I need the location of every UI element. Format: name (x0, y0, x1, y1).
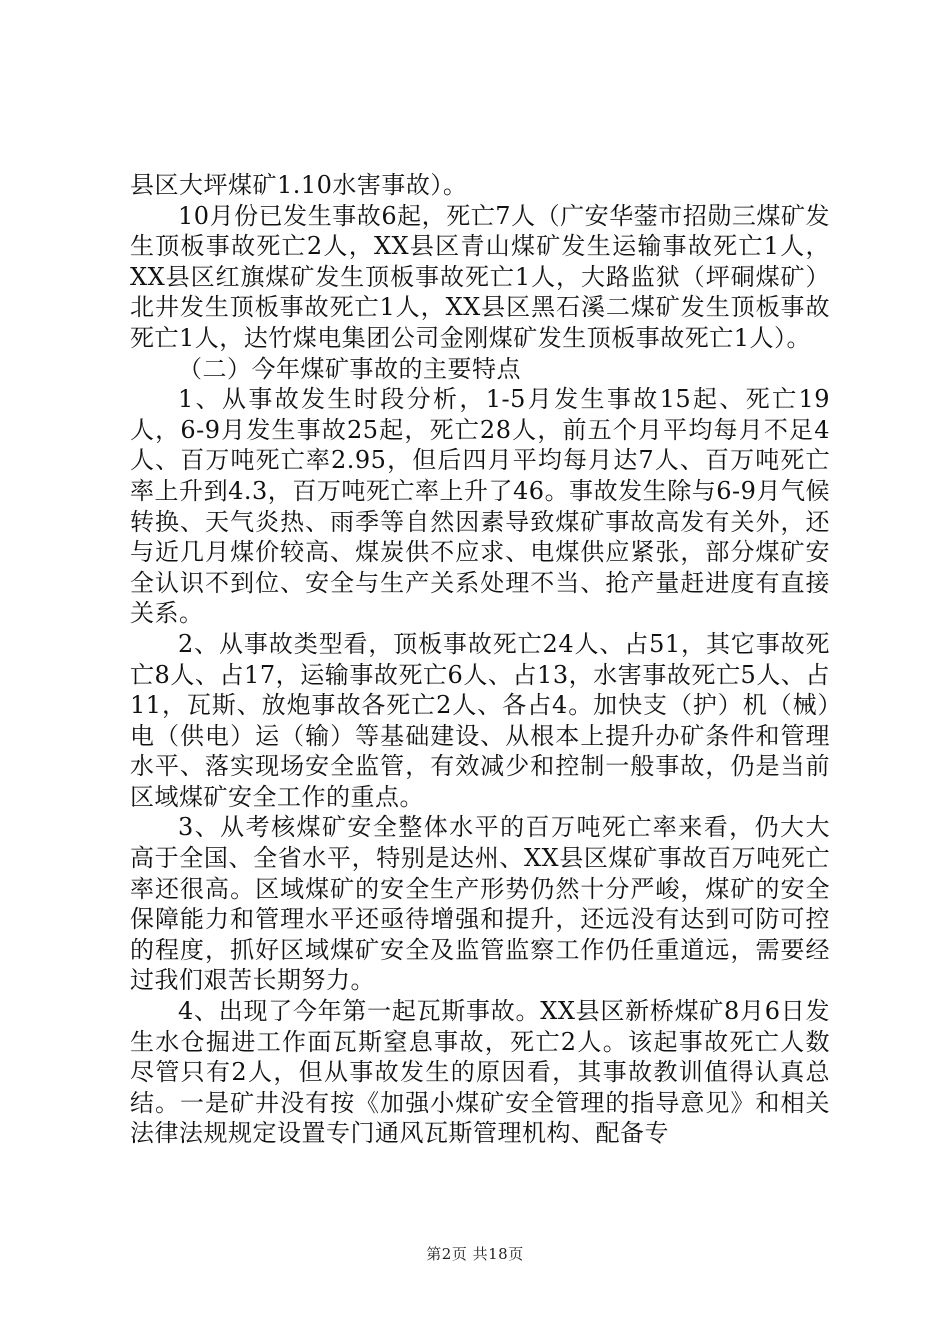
paragraph-point-2: 2、从事故类型看，顶板事故死亡24人、占51，其它事故死亡8人、占17，运输事故死亡6人、占13，水害事故死亡5人、占11，瓦斯、放炮事故各死亡2人、各占4。加快支（护）机（械）电（供电）运（输）等基础建设、从根本上提升办矿条件和管理水平、落实现场安全监管，有效减少和控制一般事故，仍是当前区域煤矿安全工作的重点。 (130, 629, 830, 811)
paragraph-point-1: 1、从事故发生时段分析，1-5月发生事故15起、死亡19人，6-9月发生事故25起，死亡28人，前五个月平均每月不足4人、百万吨死亡率2.95，但后四月平均每月达7人、百万吨死亡率上升到4.3，百万吨死亡率上升了46。事故发生除与6-9月气候转换、天气炎热、雨季等自然因素导致煤矿事故高发有关外，还与近几月煤价较高、煤炭供不应求、电煤供应紧张，部分煤矿安全认识不到位、安全与生产关系处理不当、抢产量赶进度有直接关系。 (130, 385, 830, 628)
paragraph-october-accidents: 10月份已发生事故6起，死亡7人（广安华蓥市招勋三煤矿发生顶板事故死亡2人，XX县区青山煤矿发生运输事故死亡1人，XX县区红旗煤矿发生顶板事故死亡1人，大路监狱（坪硐煤矿）北井发生顶板事故死亡1人，XX县区黑石溪二煤矿发生顶板事故死亡1人，达竹煤电集团公司金刚煤矿发生顶板事故死亡1人）。 (130, 201, 830, 352)
paragraph-point-4: 4、出现了今年第一起瓦斯事故。XX县区新桥煤矿8月6日发生水仓掘进工作面瓦斯窒息事故，死亡2人。该起事故死亡人数尽管只有2人，但从事故发生的原因看，其事故教训值得认真总结。一是矿井没有按《加强小煤矿安全管理的指导意见》和相关法律法规规定设置专门通风瓦斯管理机构、配备专 (130, 997, 830, 1148)
paragraph-continuation: 县区大坪煤矿1.10水害事故）。 (130, 171, 468, 199)
page-number-footer: 第2页 共18页 (426, 1245, 524, 1263)
paragraph-point-3: 3、从考核煤矿安全整体水平的百万吨死亡率来看，仍大大高于全国、全省水平，特别是达州、XX县区煤矿事故百万吨死亡率还很高。区域煤矿的安全生产形势仍然十分严峻，煤矿的安全保障能力和管理水平还亟待增强和提升，还远没有达到可防可控的程度，抓好区域煤矿安全及监管监察工作仍任重道远，需要经过我们艰苦长期努力。 (130, 813, 830, 995)
document-body (130, 170, 830, 1149)
section-heading: （二）今年煤矿事故的主要特点 (178, 354, 521, 383)
